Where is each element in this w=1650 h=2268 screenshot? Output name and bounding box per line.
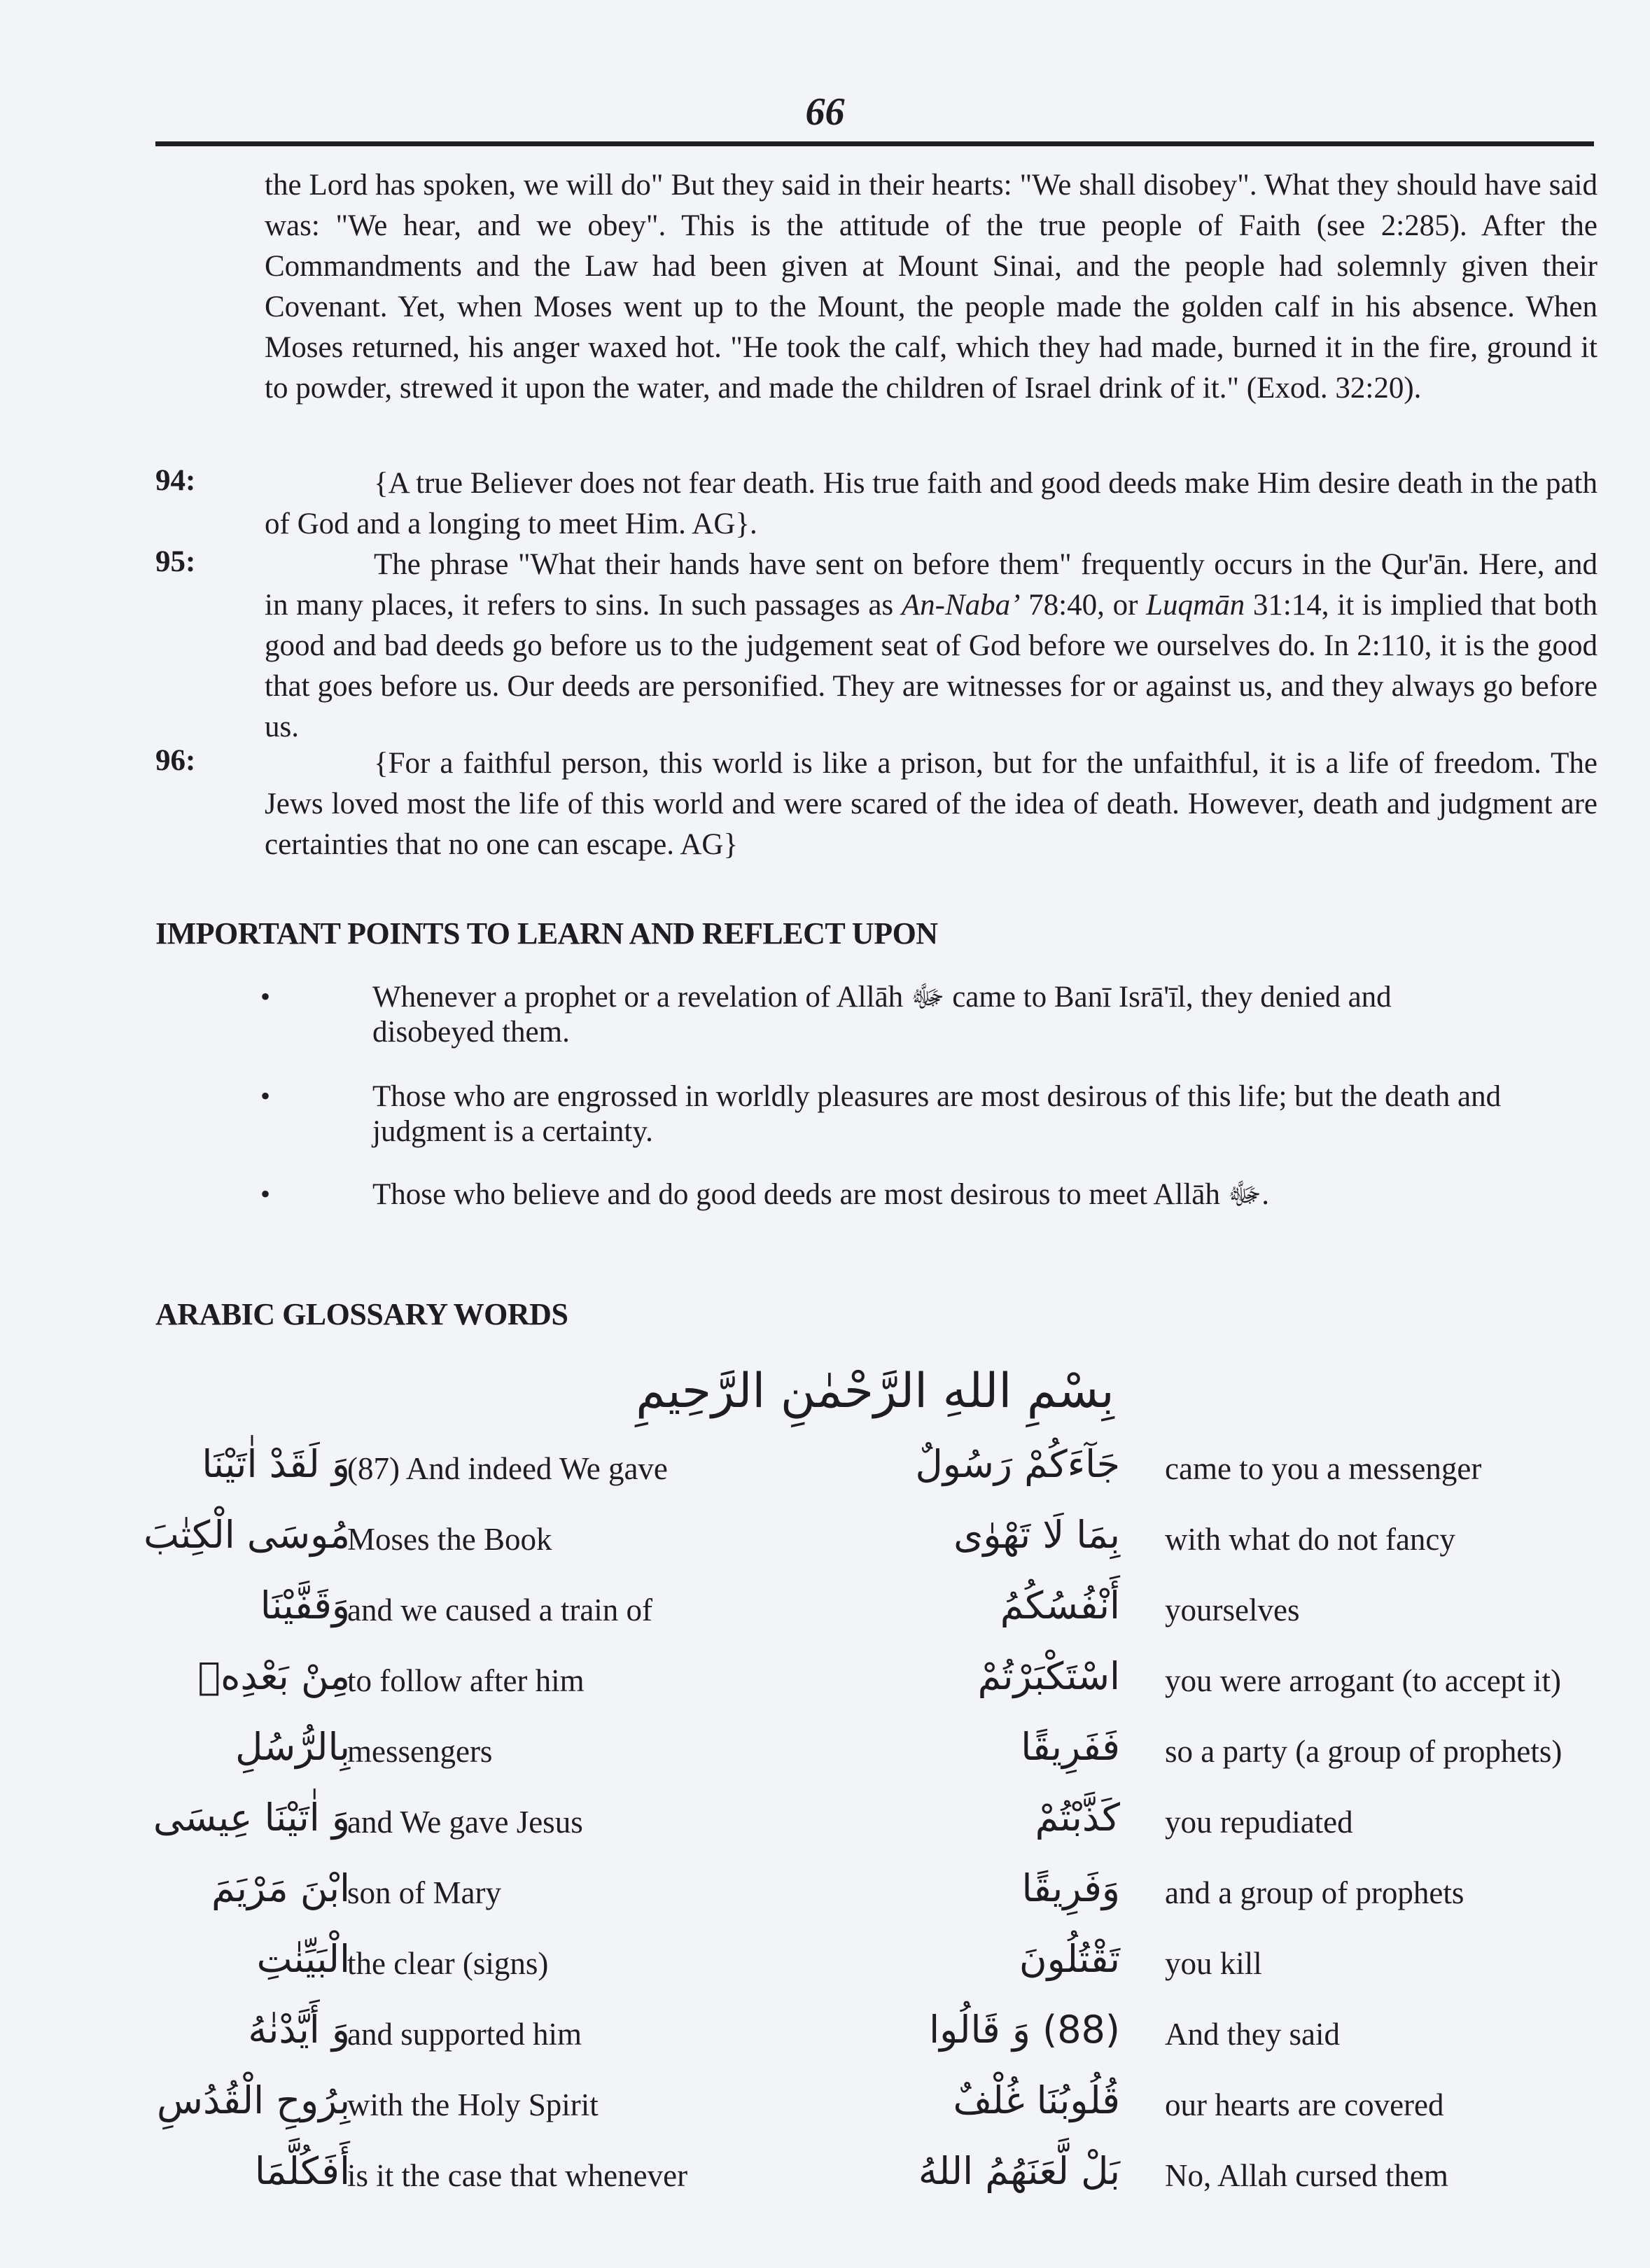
- glossary-arabic-term: (88) وَ قَالُوا: [929, 2008, 1120, 2052]
- glossary-english-meaning: No, Allah cursed them: [1165, 2158, 1448, 2193]
- glossary-english-meaning: and a group of prophets: [1165, 1875, 1464, 1910]
- glossary-arabic-term: وَ اٰتَيْنَا عِيسَى: [153, 1795, 350, 1840]
- glossary-arabic-term: تَقْتُلُونَ: [1019, 1937, 1120, 1981]
- glossary-arabic-term: مُوسَى الْكِتٰبَ: [144, 1513, 350, 1557]
- page-number: 66: [805, 90, 845, 134]
- note-95-ref-an-naba: An-Naba’: [901, 589, 1021, 622]
- important-heading: IMPORTANT POINTS TO LEARN AND REFLECT UPON: [155, 916, 938, 951]
- glossary-row: [910, 1442, 1624, 1505]
- glossary-arabic-term: مِنْ بَعْدِهٖ: [197, 1654, 350, 1698]
- glossary-row: [910, 1513, 1624, 1576]
- glossary-arabic-term: قُلُوبُنَا غُلْفٌ: [953, 2078, 1120, 2122]
- glossary-row: [119, 2078, 819, 2141]
- bullet-icon: •: [260, 981, 271, 1012]
- glossary-row: [119, 1583, 819, 1646]
- glossary-row: [910, 2149, 1624, 2212]
- glossary-english-meaning: you kill: [1165, 1946, 1262, 1981]
- important-point-text: Whenever a prophet or a revelation of Allāh ﷻ came to Banī Isrā'īl, they denied and disobeyed them.: [372, 981, 1392, 1049]
- glossary-row: [119, 1513, 819, 1576]
- glossary-english-meaning: and we caused a train of: [347, 1592, 653, 1628]
- note-96-text: {For a faithful person, this world is like a prison, but for the unfaithful, it is a life of freedom. The Jews loved most the life of this world and were scared of the idea of death. However, death and judgment are certainties that no one can escape. AG}: [265, 747, 1597, 861]
- glossary-arabic-term: بِرُوحِ الْقُدُسِ: [157, 2078, 350, 2122]
- glossary-row: [119, 2008, 819, 2071]
- note-94-text: {A true Believer does not fear death. His true faith and good deeds make Him desire death in the path of God and a longing to meet Him. AG}.: [265, 467, 1597, 540]
- note-95-part2: 78:40, or: [1020, 589, 1147, 622]
- note-95-part1: The phrase "What their hands have sent on before them" frequently occurs in the Qur'ān. Here, and in many places, it refers to sins. In such passages as: [265, 548, 1597, 622]
- note-94: [155, 463, 1597, 545]
- note-96: [155, 743, 1597, 865]
- glossary-arabic-term: كَذَّبْتُمْ: [1035, 1795, 1120, 1840]
- glossary-row: [910, 2008, 1624, 2071]
- note-95-text: [265, 545, 1597, 748]
- glossary-arabic-term: بِمَا لَا تَهْوٰى: [953, 1513, 1120, 1557]
- glossary-english-meaning: with the Holy Spirit: [347, 2087, 599, 2122]
- glossary-english-meaning: is it the case that whenever: [347, 2158, 688, 2193]
- important-point: [260, 1177, 1506, 1212]
- glossary-english-meaning: son of Mary: [347, 1875, 501, 1910]
- glossary-row: [119, 1866, 819, 1929]
- glossary-english-meaning: yourselves: [1165, 1592, 1300, 1628]
- note-95-number: 95:: [155, 545, 196, 578]
- note-96-number: 96:: [155, 744, 196, 777]
- glossary-english-meaning: to follow after him: [347, 1663, 585, 1698]
- glossary-english-meaning: And they said: [1165, 2017, 1340, 2052]
- glossary-english-meaning: Moses the Book: [347, 1522, 552, 1557]
- header-rule: [155, 141, 1594, 146]
- note-continuation-text: the Lord has spoken, we will do" But they said in their hearts: "We shall disobey". What they should have said was: "We hear, and we obey". This is the attitude of the true people of Faith (see 2:285). After the Commandments and the Law had been given at Mount Sinai, and the people had solemnly given their Covenant. Yet, when Moses went up to the Mount, the people made the golden calf in his absence. When Moses returned, his anger waxed hot. "He took the calf, which they had made, burned it in the fire, ground it to powder, strewed it upon the water, and made the children of Israel drink of it." (Exod. 32:20).: [265, 169, 1597, 405]
- glossary-row: [119, 1795, 819, 1858]
- glossary-arabic-term: ابْنَ مَرْيَمَ: [211, 1866, 350, 1910]
- glossary-arabic-term: أَنْفُسُكُمُ: [1000, 1583, 1120, 1628]
- glossary-arabic-term: الْبَيِّنٰتِ: [256, 1937, 350, 1981]
- glossary-english-meaning: you repudiated: [1165, 1805, 1353, 1840]
- glossary-row: [119, 1937, 819, 2000]
- note-continuation: [155, 165, 1597, 409]
- glossary-arabic-term: بَلْ لَّعَنَهُمُ اللهُ: [918, 2149, 1120, 2193]
- glossary-row: [910, 1725, 1624, 1788]
- important-point-text: Those who believe and do good deeds are most desirous to meet Allāh ﷻ.: [372, 1178, 1269, 1211]
- bullet-icon: •: [260, 1178, 271, 1210]
- note-95: [155, 545, 1597, 748]
- important-point: [260, 1079, 1506, 1149]
- glossary-row: [119, 1654, 819, 1717]
- glossary-arabic-term: وَفَرِيقًا: [1021, 1866, 1120, 1910]
- glossary-row: [119, 1442, 819, 1505]
- note-95-part3: 31:14, it is implied that both good and bad deeds go before us to the judgement seat of God before we ourselves do. In 2:110, it is the good that goes before us. Our deeds are personified. They are witnesses for or against us, and they always go before us.: [265, 589, 1597, 743]
- glossary-english-meaning: you were arrogant (to accept it): [1165, 1663, 1561, 1698]
- glossary-english-meaning: and supported him: [347, 2017, 582, 2052]
- bismillah: بِسْمِ اللهِ الرَّحْمٰنِ الرَّحِيمِ: [636, 1364, 1114, 1419]
- glossary-arabic-term: وَ أَيَّدْنٰهُ: [248, 2008, 350, 2052]
- glossary-heading: ARABIC GLOSSARY WORDS: [155, 1297, 568, 1331]
- glossary-english-meaning: our hearts are covered: [1165, 2087, 1444, 2122]
- glossary-row: [910, 1937, 1624, 2000]
- glossary-row: [910, 2078, 1624, 2141]
- glossary-english-meaning: (87) And indeed We gave: [347, 1451, 668, 1486]
- glossary-english-meaning: messengers: [347, 1734, 493, 1769]
- note-94-number: 94:: [155, 464, 196, 497]
- glossary-row: [119, 1725, 819, 1788]
- glossary-arabic-term: بِالرُّسُلِ: [235, 1725, 350, 1769]
- glossary-row: [910, 1866, 1624, 1929]
- glossary-arabic-term: اسْتَكْبَرْتُمْ: [977, 1654, 1120, 1698]
- glossary-arabic-term: وَقَفَّيْنَا: [260, 1583, 350, 1628]
- glossary-arabic-term: وَ لَقَدْ اٰتَيْنَا: [202, 1442, 350, 1486]
- glossary-arabic-term: فَفَرِيقًا: [1021, 1725, 1120, 1769]
- glossary-row: [119, 2149, 819, 2212]
- glossary-english-meaning: with what do not fancy: [1165, 1522, 1455, 1557]
- important-point: [260, 980, 1506, 1050]
- glossary-english-meaning: so a party (a group of prophets): [1165, 1734, 1562, 1769]
- note-95-ref-luqman: Luqmān: [1146, 589, 1245, 622]
- glossary-english-meaning: and We gave Jesus: [347, 1805, 583, 1840]
- important-point-text: Those who are engrossed in worldly pleasures are most desirous of this life; but the death and judgment is a certainty.: [372, 1080, 1502, 1148]
- glossary-row: [910, 1795, 1624, 1858]
- glossary-english-meaning: came to you a messenger: [1165, 1451, 1482, 1486]
- bullet-icon: •: [260, 1080, 271, 1112]
- glossary-row: [910, 1654, 1624, 1717]
- glossary-row: [910, 1583, 1624, 1646]
- glossary-arabic-term: أَفَكُلَّمَا: [254, 2149, 350, 2193]
- glossary-english-meaning: the clear (signs): [347, 1946, 549, 1981]
- glossary-arabic-term: جَآءَكُمْ رَسُولٌ: [915, 1442, 1120, 1486]
